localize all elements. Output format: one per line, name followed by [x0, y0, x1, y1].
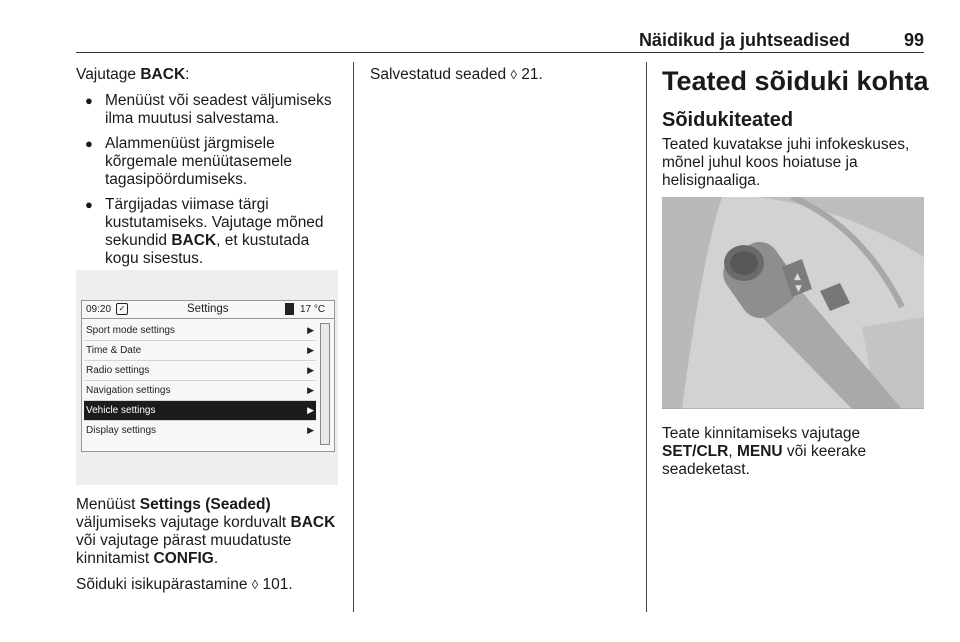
section-heading: Teated sõiduki kohta	[662, 66, 929, 96]
menu-item-navigation[interactable]: Navigation settings ▶	[84, 381, 316, 401]
scrollbar[interactable]	[320, 323, 330, 445]
screen-title: Settings	[187, 303, 229, 315]
column-3-intro	[662, 136, 927, 198]
screen-status-bar	[82, 301, 334, 319]
column-1	[76, 66, 342, 276]
settings-exit-paragraph: Menüüst Settings (Seaded) väljumiseks vajutage korduvalt BACK või vajutage pärast muudatuste kinnitamist CONFIG.	[76, 496, 336, 567]
column-divider-1	[353, 62, 354, 612]
settings-screen	[81, 300, 335, 452]
svg-text:▼: ▼	[795, 284, 802, 294]
stalk-illustration	[662, 197, 924, 409]
screen-temperature: 17 °C	[300, 304, 326, 315]
chevron-right-icon: ▶	[307, 405, 314, 415]
intro-paragraph: Teated kuvatakse juhi infokeskuses, mõnel juhul koos hoiatuse ja helisignaaliga.	[662, 136, 910, 189]
menu-item-radio[interactable]: Radio settings ▶	[84, 361, 316, 381]
menu-item-vehicle[interactable]: Vehicle settings ▶	[84, 401, 316, 421]
svg-text:▲: ▲	[794, 272, 801, 282]
bullet-list	[76, 92, 342, 268]
column-divider-2	[646, 62, 647, 612]
chevron-right-icon: ▶	[307, 325, 314, 335]
clock-icon: ✓	[116, 303, 128, 315]
cross-reference: Sõiduki isikupärastamine ◊ 101.	[76, 576, 293, 593]
indicator-stalk-photo	[662, 197, 924, 409]
screen-time: 09:20	[86, 304, 112, 315]
menu-item-display[interactable]: Display settings ▶	[84, 421, 316, 440]
chevron-right-icon: ▶	[307, 425, 314, 435]
page-header	[76, 30, 924, 53]
cross-reference: Salvestatud seaded ◊ 21.	[370, 66, 543, 83]
page-ref-icon: ◊	[510, 67, 517, 82]
list-item: ● Alammenüüst järgmisele kõrgemale menüütasemele tagasipöördumiseks.	[76, 135, 342, 189]
page-ref-icon: ◊	[251, 577, 259, 592]
column-2	[370, 66, 636, 92]
settings-screen-figure	[76, 270, 338, 485]
subsection-heading: Sõidukiteated	[662, 109, 794, 131]
chevron-right-icon: ▶	[307, 385, 314, 395]
column-1-bottom	[76, 496, 342, 602]
page-number: 99	[903, 30, 924, 50]
chevron-right-icon: ▶	[307, 345, 314, 355]
settings-menu	[84, 321, 316, 440]
column-3-bottom	[662, 425, 927, 487]
confirm-paragraph: Teate kinnitamiseks vajutage SET/CLR, MENU või keerake seadeketast.	[662, 425, 867, 478]
phone-icon	[285, 303, 294, 315]
menu-item-sport-mode[interactable]: Sport mode settings ▶	[84, 321, 316, 341]
chevron-right-icon: ▶	[307, 365, 314, 375]
intro-paragraph: Vajutage BACK:	[76, 66, 190, 83]
list-item: ● Menüüst või seadest väljumiseks ilma muutusi salvestama.	[76, 92, 342, 128]
section-title: Näidikud ja juhtseadised	[638, 30, 850, 50]
menu-item-time-date[interactable]: Time & Date ▶	[84, 341, 316, 361]
list-item: ● Tärgijadas viimase tärgi kustutamiseks. Vajutage mõned sekundid BACK, et kustutada kogu sisestus.	[76, 196, 342, 268]
